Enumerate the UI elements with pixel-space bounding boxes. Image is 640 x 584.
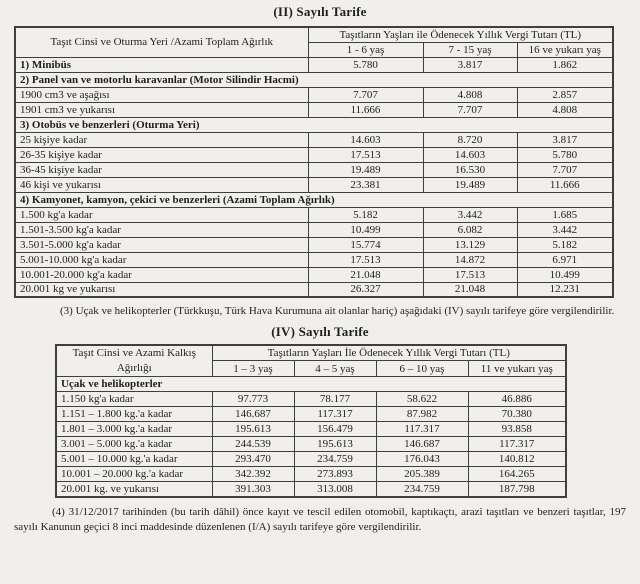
tax-value-cell: 87.982 — [376, 407, 468, 422]
tax-value-cell: 10.499 — [517, 267, 613, 282]
tax-value-cell: 3.442 — [423, 207, 517, 222]
tax-value-cell: 273.893 — [294, 467, 376, 482]
row-label-cell: 1901 cm3 ve yukarısı — [15, 102, 308, 117]
tax-value-cell: 11.666 — [308, 102, 423, 117]
tax-value-cell: 4.808 — [423, 87, 517, 102]
tax-value-cell: 164.265 — [468, 467, 566, 482]
table-iv-vehicle-type-header: Taşıt Cinsi ve Azami Kalkış Ağırlığı — [56, 345, 212, 376]
row-label-cell: 1) Minibüs — [15, 57, 308, 72]
tax-value-cell: 7.707 — [423, 102, 517, 117]
row-label-cell: 20.001 kg ve yukarısı — [15, 282, 308, 297]
tax-value-cell: 391.303 — [212, 482, 294, 497]
tax-value-cell: 1.685 — [517, 207, 613, 222]
row-label-cell: 1.500 kg'a kadar — [15, 207, 308, 222]
tax-value-cell: 14.872 — [423, 252, 517, 267]
row-label-cell: 10.001-20.000 kg'a kadar — [15, 267, 308, 282]
row-label-cell: 46 kişi ve yukarısı — [15, 177, 308, 192]
table-iv-title: (IV) Sayılı Tarife — [271, 324, 369, 340]
table-row — [15, 117, 613, 132]
table-row — [15, 177, 613, 192]
paragraph-3: (3) Uçak ve helikopterler (Türkkuşu, Türk Hava Kurumuna ait olanlar hariç) aşağıdaki (IV) sayılı tarifeye göre vergilendirilir. — [60, 305, 615, 317]
tax-value-cell: 117.317 — [376, 422, 468, 437]
tax-value-cell: 140.812 — [468, 452, 566, 467]
tax-value-cell: 205.389 — [376, 467, 468, 482]
tax-value-cell: 16.530 — [423, 162, 517, 177]
table-ii-body — [15, 57, 613, 297]
row-label-cell: 5.001 – 10.000 kg.'a kadar — [56, 452, 212, 467]
tax-value-cell: 2.857 — [517, 87, 613, 102]
row-label-cell: 20.001 kg. ve yukarısı — [56, 482, 212, 497]
table-row — [15, 102, 613, 117]
tax-value-cell: 8.720 — [423, 132, 517, 147]
row-label-cell: 26-35 kişiye kadar — [15, 147, 308, 162]
row-label-cell: 25 kişiye kadar — [15, 132, 308, 147]
row-label-cell: 3.501-5.000 kg'a kadar — [15, 237, 308, 252]
table-row — [56, 407, 566, 422]
tax-value-cell: 293.470 — [212, 452, 294, 467]
section-header-cell: 3) Otobüs ve benzerleri (Oturma Yeri) — [15, 117, 613, 132]
table-row — [15, 57, 613, 72]
table-ii-title: (II) Sayılı Tarife — [273, 4, 367, 19]
table-row — [15, 192, 613, 207]
row-label-cell: 5.001-10.000 kg'a kadar — [15, 252, 308, 267]
table-row — [56, 467, 566, 482]
table-row — [15, 207, 613, 222]
tax-value-cell: 5.182 — [517, 237, 613, 252]
tax-value-cell: 187.798 — [468, 482, 566, 497]
tax-value-cell: 26.327 — [308, 282, 423, 297]
tax-value-cell: 11.666 — [517, 177, 613, 192]
tax-value-cell: 7.707 — [308, 87, 423, 102]
tax-value-cell: 21.048 — [308, 267, 423, 282]
row-label-cell: 1900 cm3 ve aşağısı — [15, 87, 308, 102]
row-label-cell: 1.501-3.500 kg'a kadar — [15, 222, 308, 237]
tax-value-cell: 195.613 — [294, 437, 376, 452]
row-label-cell: 36-45 kişiye kadar — [15, 162, 308, 177]
tax-value-cell: 244.539 — [212, 437, 294, 452]
table-iv-body — [56, 377, 566, 497]
table-row — [56, 452, 566, 467]
tax-value-cell: 117.317 — [294, 407, 376, 422]
table-row — [15, 267, 613, 282]
tax-value-cell: 70.380 — [468, 407, 566, 422]
row-label-cell: 1.801 – 3.000 kg.'a kadar — [56, 422, 212, 437]
table-row — [15, 237, 613, 252]
table-row — [15, 222, 613, 237]
tax-value-cell: 156.479 — [294, 422, 376, 437]
tax-value-cell: 234.759 — [376, 482, 468, 497]
table-row — [56, 377, 566, 392]
tax-value-cell: 93.858 — [468, 422, 566, 437]
paragraph-4: (4) 31/12/2017 tarihinden (bu tarih dâhil) önce kayıt ve tescil edilen otomobil, kaptıkaçtı, arazi taşıtları ve benzeri taşıtlar, 197 sayılı Kanunun geçici 8 inci maddesinde düzenlenen (I/A) sayılı tarifeye göre vergilendirilir. — [14, 505, 626, 533]
tax-value-cell: 15.774 — [308, 237, 423, 252]
table-iv-age-col-1-3: 1 – 3 yaş — [212, 361, 294, 377]
tax-value-cell: 46.886 — [468, 392, 566, 407]
table-ii-age-col-16-plus: 16 ve yukarı yaş — [517, 42, 613, 57]
table-iv-age-col-4-5: 4 – 5 yaş — [294, 361, 376, 377]
table-ii-vehicle-type-header: Taşıt Cinsi ve Oturma Yeri /Azami Toplam Ağırlık — [15, 27, 308, 57]
tax-value-cell: 17.513 — [308, 147, 423, 162]
tax-value-cell: 58.622 — [376, 392, 468, 407]
tax-value-cell: 5.780 — [308, 57, 423, 72]
tax-value-cell: 17.513 — [308, 252, 423, 267]
tax-value-cell: 117.317 — [468, 437, 566, 452]
tax-value-cell: 6.082 — [423, 222, 517, 237]
tax-value-cell: 3.817 — [423, 57, 517, 72]
tax-value-cell: 3.817 — [517, 132, 613, 147]
section-header-cell: Uçak ve helikopterler — [56, 377, 566, 392]
table-ii-tariff-table — [14, 26, 614, 298]
table-row — [15, 132, 613, 147]
tax-value-cell: 19.489 — [423, 177, 517, 192]
table-row — [15, 72, 613, 87]
tax-value-cell: 19.489 — [308, 162, 423, 177]
tax-value-cell: 97.773 — [212, 392, 294, 407]
table-iv-tariff-table — [55, 344, 567, 497]
tax-value-cell: 342.392 — [212, 467, 294, 482]
table-ii-age-col-7-15: 7 - 15 yaş — [423, 42, 517, 57]
tax-value-cell: 14.603 — [423, 147, 517, 162]
table-row — [15, 147, 613, 162]
tax-value-cell: 195.613 — [212, 422, 294, 437]
section-header-cell: 2) Panel van ve motorlu karavanlar (Motor Silindir Hacmi) — [15, 72, 613, 87]
tax-value-cell: 12.231 — [517, 282, 613, 297]
table-row — [15, 162, 613, 177]
tax-value-cell: 4.808 — [517, 102, 613, 117]
table-iv-age-col-6-10: 6 – 10 yaş — [376, 361, 468, 377]
tax-value-cell: 78.177 — [294, 392, 376, 407]
table-row — [56, 437, 566, 452]
tax-value-cell: 146.687 — [376, 437, 468, 452]
tax-value-cell: 7.707 — [517, 162, 613, 177]
table-ii-header-row-1 — [15, 27, 613, 42]
row-label-cell: 3.001 – 5.000 kg.'a kadar — [56, 437, 212, 452]
tax-value-cell: 13.129 — [423, 237, 517, 252]
tax-value-cell: 1.862 — [517, 57, 613, 72]
table-row — [56, 392, 566, 407]
table-ii-age-col-1-6: 1 - 6 yaş — [308, 42, 423, 57]
tax-value-cell: 23.381 — [308, 177, 423, 192]
row-label-cell: 10.001 – 20.000 kg.'a kadar — [56, 467, 212, 482]
table-row — [56, 482, 566, 497]
row-label-cell: 1.151 – 1.800 kg.'a kadar — [56, 407, 212, 422]
tax-value-cell: 313.008 — [294, 482, 376, 497]
tax-value-cell: 3.442 — [517, 222, 613, 237]
tax-value-cell: 234.759 — [294, 452, 376, 467]
tax-value-cell: 14.603 — [308, 132, 423, 147]
table-iv-age-col-11-plus: 11 ve yukarı yaş — [468, 361, 566, 377]
table-iv-header-row-1 — [56, 345, 566, 361]
tax-value-cell: 5.780 — [517, 147, 613, 162]
table-row — [15, 252, 613, 267]
tax-value-cell: 146.687 — [212, 407, 294, 422]
table-iv-tax-amount-header: Taşıtların Yaşları İle Ödenecek Yıllık Vergi Tutarı (TL) — [212, 345, 566, 361]
tax-value-cell: 176.043 — [376, 452, 468, 467]
section-header-cell: 4) Kamyonet, kamyon, çekici ve benzerleri (Azami Toplam Ağırlık) — [15, 192, 613, 207]
row-label-cell: 1.150 kg'a kadar — [56, 392, 212, 407]
tax-value-cell: 5.182 — [308, 207, 423, 222]
tax-value-cell: 17.513 — [423, 267, 517, 282]
tax-value-cell: 10.499 — [308, 222, 423, 237]
tax-value-cell: 21.048 — [423, 282, 517, 297]
tax-value-cell: 6.971 — [517, 252, 613, 267]
table-ii-tax-amount-header: Taşıtların Yaşları ile Ödenecek Yıllık Vergi Tutarı (TL) — [308, 27, 613, 42]
table-row — [15, 87, 613, 102]
table-row — [15, 282, 613, 297]
table-row — [56, 422, 566, 437]
